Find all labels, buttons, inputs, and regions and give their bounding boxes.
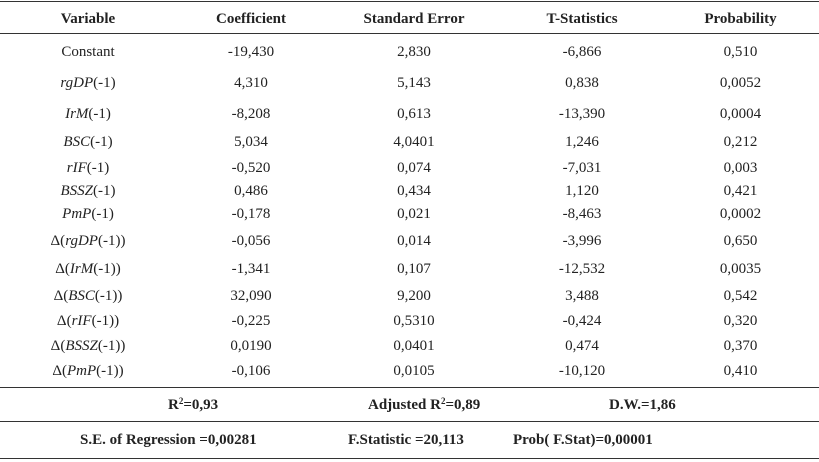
table-row — [0, 103, 819, 125]
table-row — [0, 157, 819, 179]
table-row — [0, 258, 819, 280]
probability-cell: 0,0035 — [719, 261, 762, 277]
probability-cell: 0,0004 — [719, 106, 762, 122]
standard-error-cell: 0,5310 — [393, 313, 435, 329]
coefficient-cell: -19,430 — [227, 44, 275, 60]
table-row — [0, 203, 819, 225]
table-row — [0, 72, 819, 94]
variable-lag: (-1) — [90, 134, 113, 150]
variable-cell — [0, 258, 176, 280]
coefficient-cell: 0,486 — [234, 183, 268, 199]
variable-lag: (-1) — [93, 183, 116, 199]
coefficient-cell: -0,520 — [231, 160, 271, 176]
variable-prefix: Δ( — [56, 313, 72, 329]
standard-error-cell: 5,143 — [397, 75, 431, 91]
variable-cell — [0, 335, 176, 357]
probability-cell: 0,320 — [723, 313, 758, 329]
probability-cell: 0,421 — [723, 183, 758, 199]
probability-cell: 0,410 — [723, 363, 758, 379]
variable-name: BSC — [68, 288, 95, 304]
variable-name: rIF — [71, 313, 92, 329]
header-probability: Probability — [704, 11, 777, 27]
variable-name: rIF — [66, 160, 87, 176]
standard-error-cell: 0,107 — [397, 261, 431, 277]
adjusted-r-squared-label: Adjusted R — [368, 397, 441, 413]
body-bottom-rule — [0, 387, 819, 388]
coefficient-cell: -1,341 — [231, 261, 271, 277]
variable-prefix: Δ( — [53, 288, 69, 304]
variable-lag: (-1)) — [96, 363, 124, 379]
variable-lag: (-1)) — [97, 338, 126, 354]
t-statistic-cell: -13,390 — [558, 106, 606, 122]
r-squared — [168, 393, 218, 417]
variable-name: Constant — [61, 44, 115, 60]
variable-name: BSC — [63, 134, 91, 150]
probability-cell: 0,542 — [723, 288, 758, 304]
t-statistic-cell: 1,120 — [565, 183, 599, 199]
prob-f-stat: Prob( F.Stat)=0,00001 — [513, 432, 653, 448]
variable-name: PmP — [67, 363, 97, 379]
variable-lag: (-1) — [91, 206, 114, 222]
standard-error-cell: 4,0401 — [393, 134, 435, 150]
f-statistic: F.Statistic =20,113 — [348, 432, 464, 448]
regression-stats-row — [0, 428, 819, 452]
standard-error-cell: 0,613 — [397, 106, 431, 122]
t-statistic-cell: 0,474 — [565, 338, 599, 354]
variable-lag: (-1)) — [93, 261, 121, 277]
probability-cell: 0,650 — [723, 233, 758, 249]
standard-error-cell: 0,074 — [397, 160, 431, 176]
probability-cell: 0,510 — [723, 44, 758, 60]
header-rule — [0, 33, 819, 34]
coefficient-cell: 4,310 — [234, 75, 268, 91]
table-row — [0, 230, 819, 252]
adjusted-r-squared — [368, 393, 480, 417]
table-row — [0, 310, 819, 332]
stats-rule — [0, 421, 819, 422]
variable-cell — [0, 285, 176, 307]
probability-cell: 0,0052 — [719, 75, 762, 91]
coefficient-cell: -0,225 — [231, 313, 271, 329]
variable-cell — [0, 131, 176, 153]
table-row — [0, 285, 819, 307]
r-squared-sup: 2 — [178, 396, 184, 406]
variable-name: rgDP — [65, 233, 98, 249]
variable-prefix: Δ( — [52, 363, 67, 379]
variable-lag: (-1) — [88, 106, 111, 122]
standard-error-cell: 0,0105 — [393, 363, 435, 379]
variable-prefix: Δ( — [50, 338, 66, 354]
coefficient-cell: 0,0190 — [230, 338, 272, 354]
probability-cell: 0,0002 — [719, 206, 762, 222]
variable-cell — [0, 41, 176, 63]
bottom-rule — [0, 458, 819, 459]
table-row — [0, 41, 819, 63]
variable-cell — [0, 203, 176, 225]
t-statistic-cell: -7,031 — [562, 160, 602, 176]
variable-name: IrM — [69, 261, 94, 277]
probability-cell: 0,003 — [723, 160, 758, 176]
standard-error-cell: 0,014 — [397, 233, 431, 249]
coefficient-cell: -0,056 — [231, 233, 271, 249]
coefficient-cell: -0,178 — [231, 206, 271, 222]
variable-name: BSSZ — [65, 338, 98, 354]
t-statistic-cell: -0,424 — [562, 313, 602, 329]
se-of-regression: S.E. of Regression =0,00281 — [80, 432, 257, 448]
t-statistic-cell: -10,120 — [558, 363, 606, 379]
table-row — [0, 335, 819, 357]
variable-cell — [0, 72, 176, 94]
variable-prefix: Δ( — [50, 233, 66, 249]
standard-error-cell: 0,021 — [397, 206, 431, 222]
coefficient-cell: 32,090 — [230, 288, 272, 304]
variable-name: IrM — [65, 106, 89, 122]
variable-cell — [0, 310, 176, 332]
adjusted-r-squared-value: =0,89 — [445, 397, 481, 413]
variable-cell — [0, 157, 176, 179]
variable-lag: (-1)) — [97, 233, 126, 249]
probability-cell: 0,212 — [723, 134, 758, 150]
adjusted-r-squared-sup: 2 — [440, 396, 446, 406]
variable-lag: (-1) — [86, 160, 110, 176]
header-variable: Variable — [60, 11, 116, 27]
t-statistic-cell: 1,246 — [565, 134, 599, 150]
t-statistic-cell: 3,488 — [565, 288, 599, 304]
header-row — [0, 8, 819, 30]
variable-cell — [0, 180, 176, 202]
fit-stats-row — [0, 393, 819, 417]
table-row — [0, 131, 819, 153]
top-rule — [0, 1, 819, 2]
variable-lag: (-1) — [93, 75, 116, 91]
t-statistic-cell: -3,996 — [562, 233, 602, 249]
variable-cell — [0, 360, 176, 382]
variable-cell — [0, 230, 176, 252]
coefficient-cell: -8,208 — [231, 106, 271, 122]
r-squared-value: =0,93 — [183, 397, 219, 413]
durbin-watson: D.W.=1,86 — [609, 397, 676, 413]
r-squared-label: R — [168, 397, 179, 413]
probability-cell: 0,370 — [723, 338, 758, 354]
table-row — [0, 180, 819, 202]
coefficient-cell: 5,034 — [234, 134, 268, 150]
t-statistic-cell: -6,866 — [562, 44, 602, 60]
coefficient-cell: -0,106 — [231, 363, 271, 379]
standard-error-cell: 0,434 — [397, 183, 431, 199]
variable-cell — [0, 103, 176, 125]
variable-name: rgDP — [60, 75, 94, 91]
table-row — [0, 360, 819, 382]
standard-error-cell: 2,830 — [397, 44, 431, 60]
variable-lag: (-1)) — [91, 313, 120, 329]
standard-error-cell: 9,200 — [397, 288, 431, 304]
t-statistic-cell: 0,838 — [565, 75, 599, 91]
t-statistic-cell: -12,532 — [558, 261, 606, 277]
variable-name: BSSZ — [60, 183, 93, 199]
header-standard-error: Standard Error — [363, 11, 465, 27]
header-t-statistics: T-Statistics — [546, 11, 618, 27]
standard-error-cell: 0,0401 — [393, 338, 435, 354]
t-statistic-cell: -8,463 — [562, 206, 602, 222]
variable-prefix: Δ( — [55, 261, 70, 277]
header-coefficient: Coefficient — [216, 11, 286, 27]
variable-lag: (-1)) — [94, 288, 123, 304]
variable-name: PmP — [62, 206, 92, 222]
